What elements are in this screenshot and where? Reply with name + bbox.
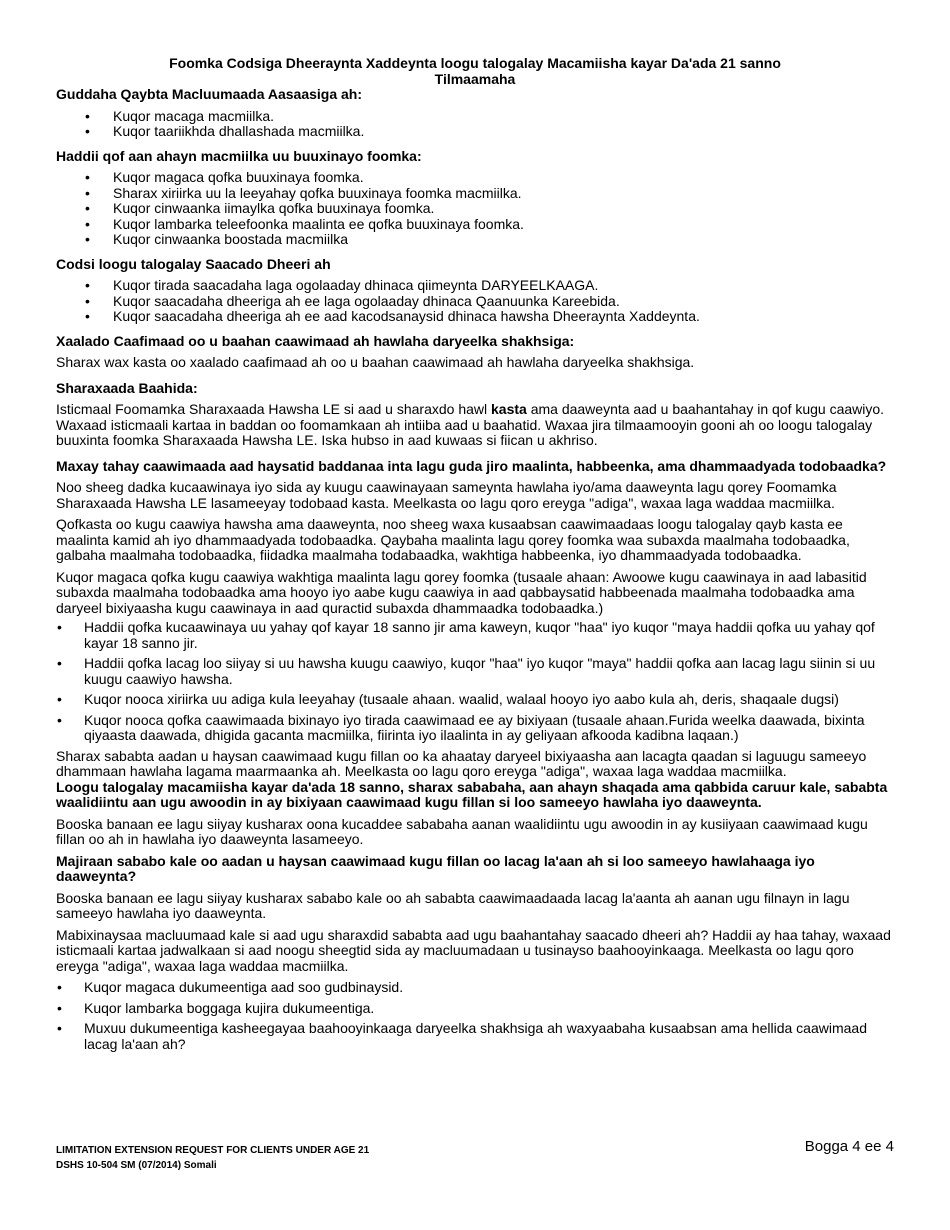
section-basic-info-heading: Guddaha Qaybta Macluumaada Aasaasiga ah: (56, 86, 363, 102)
list-item: • Sharax xiriirka uu la leeyahay qofka buuxinaya foomka macmiilka. (56, 186, 894, 202)
help-times-paragraph-4: Sharax sababta aadan u haysan caawimaad kugu fillan oo ka ahaatay daryeel bixiyaasha aan lacagta qaadan si laguugu sameeyo dhammaan hawlaha lagama maarmaanka ah. Meelkasta oo lagu qoro ereyga "adiga", waxaa laga waddaa macmiilka. (56, 747, 867, 779)
page-footer (56, 1138, 894, 1173)
list-item: • Kuqor nooca xiriirka uu adiga kula leeyahay (tusaale ahaan. waalid, walaal hooyo iyo aabo kula ah, deris, shaqaale dugsi) (56, 692, 894, 708)
help-times-paragraph-2: Qofkasta oo kugu caawiya hawsha ama daaweynta, noo sheeg waxa kusaabsan caawimaadaas loogu talogalay qayb kasta ee maalinta kamid ah iyo dhammaadyada todobaadka. Qaybaha maalinta lagu qorey foomka waa subaxda maalmaha todobaadka, galbaha maalmaha todobaadka, fiidadka maalmaha todabaadka, wakhtiga habbeenka, iyo dhammaadyada todobaadka. (56, 516, 850, 563)
document-title (56, 56, 894, 87)
other-reasons-paragraph-2: Mabixinaysaa macluumaad kale si aad ugu sharaxdid sababta aad ugu baahantahay saacado dheeri ah? Haddii ay haa tahay, waxaad isticmaali kartaa jadwalkaan si aad noogu sheegtid sida ay macluumadaan u tusinayso baahooyinkaaga. Meelkasta oo lagu qoro ereyga "adiga", waxaa laga waddaa macmiilka. (56, 926, 891, 974)
section-help-times-heading: Maxay tahay caawimaada aad haysatid baddanaa inta lagu guda jiro maalinta, habbeenka, ama dhammaadyada todobaadka? (56, 457, 887, 474)
other-reasons-bullets (56, 980, 894, 1052)
under-18-note: Loogu talogalay macamiisha kayar da'ada 18 sanno, sharax sababaha, aan ahayn shaqada ama qabbida caruur kale, sababta waalidiintu aan ugu awoodin in ay bixiyaan caawimaad kugu fillan si loo sameeyo hawlaha iyo daaweynta. (56, 778, 888, 810)
document-page (56, 56, 894, 1057)
list-item: • Kuqor saacadaha dheeriga ah ee aad kacodsanaysid dhinaca hawsha Dheeraynta Xaddeynta. (56, 309, 894, 325)
page-number: Bogga 4 ee 4 (804, 1138, 894, 1155)
other-reasons-paragraph-1: Booska banaan ee lagu siiyay kusharax sababo kale oo ah sababta caawimaadaada lacag la'aanta ah aanan ugu filnayn in lagu sameeyo hawlaha iyo daaweynta. (56, 889, 850, 921)
list-item: • Kuqor lambarka teleefoonka maalinta ee qofka buuxinaya foomka. (56, 217, 894, 233)
list-item: • Kuqor nooca qofka caawimaada bixinayo iyo tirada caawimaad ee ay bixiyaan (tusaale ahaan.Furida weelka daawada, bixinta qiyaasta daawada, dhigida gacanta macmiilka, fiirinta iyo ilaalinta in ay geliyaan afkooda kadibna laqaan.) (56, 713, 894, 744)
title-line-1: Foomka Codsiga Dheeraynta Xaddeynta loogu talogalay Macamiisha kayar Da'ada 21 sanno (169, 55, 781, 71)
list-item: • Kuqor macaga macmiilka. (56, 109, 894, 125)
footer-form-title: LIMITATION EXTENSION REQUEST FOR CLIENTS UNDER AGE 21 (56, 1145, 370, 1156)
section-form-filler-heading: Haddii qof aan ahayn macmiilka uu buuxinayo foomka: (56, 147, 422, 164)
help-times-paragraph-3: Kuqor magaca qofka kugu caawiya wakhtiga maalinta lagu qorey foomka (tusaale ahaan: Awoowe kugu caawinaya in aad labasitid subaxda maalmaha todobaadka ama hooyo iyo aabe kugu caawiya in aad qabbaysatid habbeenada maalmaha todobaadka ama daryeel bixiyaasha kugu caawinaya in aad quractid subaxda dhammaadka todobaadka.) (56, 568, 867, 616)
section-extra-hours-heading: Codsi loogu talogalay Saacado Dheeri ah (56, 255, 331, 272)
list-item: • Kuqor saacadaha dheeriga ah ee laga ogolaaday dhinaca Qaanuunka Kareebida. (56, 294, 894, 310)
list-item: • Kuqor magaca dukumeentiga aad soo gudbinaysid. (56, 980, 894, 996)
section-need-description-heading: Sharaxaada Baahida: (56, 379, 198, 396)
section-medical-conditions-heading: Xaalado Caafimaad oo u baahan caawimaad ah hawlaha daryeelka shakhsiga: (56, 332, 575, 349)
medical-conditions-text: Sharax wax kasta oo xaalado caafimaad ah oo u baahan caawimaad ah hawlaha daryeelka shakhsiga. (56, 354, 695, 370)
title-line-2: Tilmaamaha (434, 70, 516, 87)
section-other-reasons-heading: Majiraan sababo kale oo aadan u haysan caawimaad kugu fillan oo lacag la'aan ah si loo sameeyo hawlahaaga iyo daaweynta? (56, 852, 815, 884)
help-times-paragraph-5: Booska banaan ee lagu siiyay kusharax oona kucaddee sababaha aanan waalidiintu ugu awoodin in ay kusiiyaan caawimaad kugu fillan oo ah in hawlaha iyo daaweynta lasameeyo. (56, 815, 868, 847)
list-item: • Kuqor magaca qofka buuxinaya foomka. (56, 170, 894, 186)
list-item: • Kuqor cinwaanka iimaylka qofka buuxinaya foomka. (56, 201, 894, 217)
list-item: • Kuqor lambarka boggaga kujira dukumeentiga. (56, 1001, 894, 1017)
list-item: • Kuqor tirada saacadaha laga ogolaaday dhinaca qiimeynta DARYEELKAAGA. (56, 278, 894, 294)
need-description-text: Isticmaal Foomamka Sharaxaada Hawsha LE si aad u sharaxdo hawl kasta ama daaweynta aad u baahantahay in qof kugu caawiyo. Waxaad isticmaali kartaa in baddan oo foomamkaan ah intiiba aad u baahatid. Waxaa jira tilmaamooyin gooni ah oo loogu talogalay buuxinta foomka Sharaxaada Hawsha LE. Iska hubso in aad kuwaas si fiican u akhriso. (56, 401, 885, 448)
basic-info-list (56, 109, 894, 140)
list-item: • Haddii qofka kucaawinaya uu yahay qof kayar 18 sanno jir ama kaweyn, kuqor "haa" iyo kuqor "maya haddii qofka uu yahay qof kayar 18 sanno jir. (56, 620, 894, 651)
form-filler-list (56, 170, 894, 248)
help-times-bullets (56, 620, 894, 744)
help-times-paragraph-1: Noo sheeg dadka kucaawinaya iyo sida ay kuugu caawinayaan sameynta hawlaha iyo/ama daaweynta lagu qorey Foomamka Sharaxaada Hawsha LE lasameeyay todobaad kasta. Meelkasta oo lagu qoro ereyga "adiga", waxaa laga waddaa macmiilka. (56, 479, 837, 511)
list-item: • Haddii qofka lacag loo siiyay si uu hawsha kuugu caawiyo, kuqor "haa" iyo kuqor "maya" haddii qofka aan lacag lagu siinin si uu kuugu caawiyo hawsha. (56, 656, 894, 687)
list-item: • Kuqor cinwaanka boostada macmiilka (56, 232, 894, 248)
list-item: • Kuqor taariikhda dhallashada macmiilka. (56, 124, 894, 140)
extra-hours-list (56, 278, 894, 325)
list-item: • Muxuu dukumeentiga kasheegayaa baahooyinkaaga daryeelka shakhsiga ah waxyaabaha kusaabsan ama hellida caawimaad lacag la'aan ah? (56, 1021, 894, 1052)
footer-form-number: DSHS 10-504 SM (07/2014) Somali (56, 1160, 217, 1171)
